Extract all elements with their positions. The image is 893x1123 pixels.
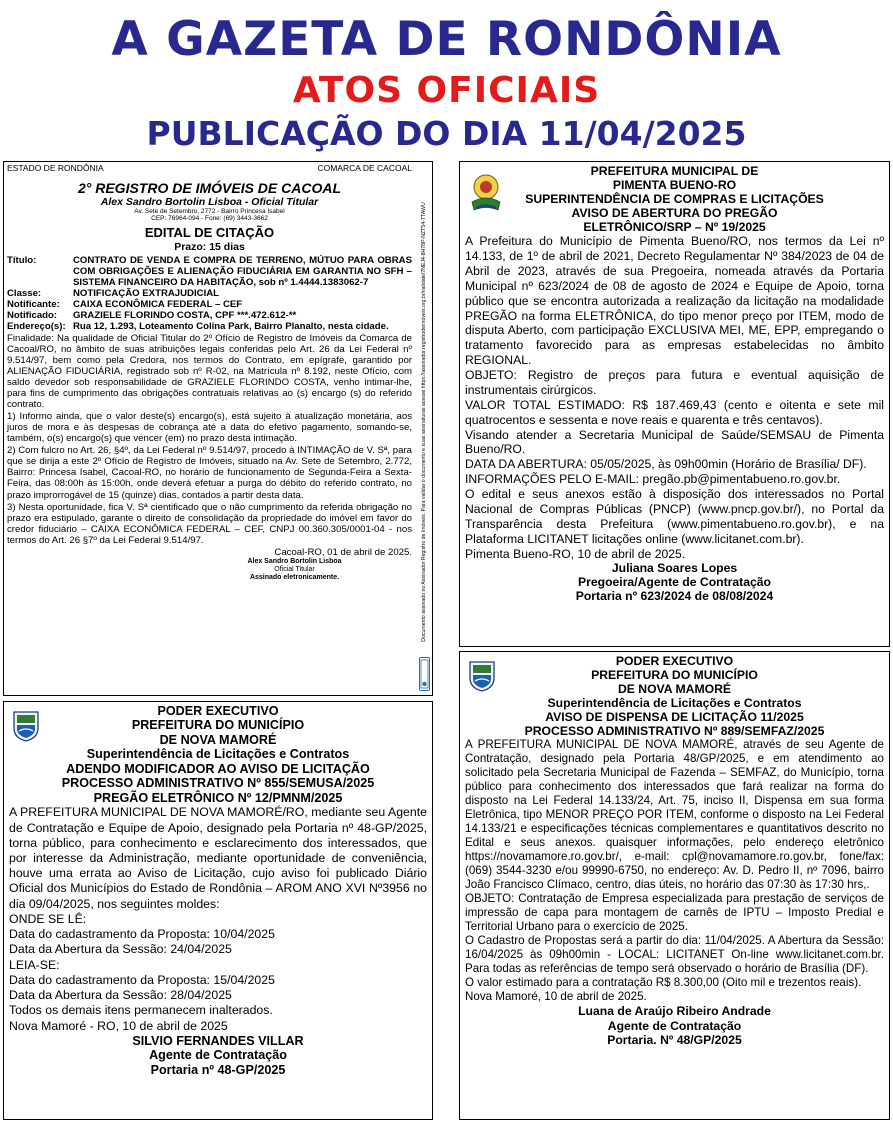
body-line: Data da Abertura da Sessão: 28/04/2025: [9, 988, 232, 1003]
header-line: PIMENTA BUENO-RO: [612, 178, 737, 193]
registro-signer: Alex Sandro Bortolin Lisboa: [247, 557, 342, 565]
newspaper-title: A GAZETA DE RONDÔNIA: [111, 12, 782, 67]
pimenta-signature: [465, 561, 884, 603]
field-value: CONTRATO DE VENDA E COMPRA DE TERRENO, MÚTUO PARA OBRAS COM OBRIGAÇÕES E ALIENAÇÃO FIDUCIÁRIA EM GARANTIA NO SFH – SISTEMA FINANCEIRO DA HABITAÇÃO, sob nº 1.4444.1383062-7: [73, 254, 412, 288]
body-paragraph: Nova Mamoré, 10 de abril de 2025.: [465, 990, 647, 1004]
registro-item-3: 3) Nesta oportunidade, fica V. Sª cientificado que o não cumprimento da referida obrigação no prazo era estipulado, garante o direito de consolidação da propriedade do imóvel em favor do credor fiduciário – CAIXA ECONÔMICA FEDERAL – CEF, CNPJ 00.360.305/0001-04 - nos termos do Art. 26 §7º da Lei Federal 9.514/97.: [7, 501, 412, 546]
field-key: Endereço(s):: [7, 321, 66, 333]
body-paragraph: DATA DA ABERTURA: 05/05/2025, às 09h00min (Horário de Brasília/ DF).: [465, 457, 867, 472]
field-row: [7, 299, 412, 310]
signature-line: Portaria. Nº 48/GP/2025: [607, 1032, 742, 1047]
body-paragraph: A PREFEITURA MUNICIPAL DE NOVA MAMORÉ, através de seu Agente de Contratação, designado pela Portaria 48/GP/2025, e em atendimento ao solicitado pela Secretaria Municipal de Fazenda – SEMFAZ, do Município, torna público para conhecimento dos interessados que fará realizar na forma do disposto na Lei Federal 14.133/24, Art. 75, inciso II, Dispensa em sua forma Eletrônica, tipo MENOR PREÇO POR ITEM, conforme o disposto na Lei Federal 14.133/21 e especificações técnicas complementares e quantitativos descrito no Edital e seus anexos. quaisquer informações, pelo endereço eletrônico https://novamamore.ro.gov.br/, e-mail: cpl@novamamore.ro.gov.br, fone/fax: (069) 3544-3230 e/ou 99990-6750, no endereço: Av. D. Pedro II, nº 7096, bairro João Francisco Clímaco, centro, dias úteis, no horário das 07:30 às 17:30 hrs,.: [465, 738, 884, 892]
nova-mamore-crest-icon: [467, 660, 497, 692]
body-paragraph: O edital e seus anexos estão à disposição dos interessados no Portal Nacional de Compras Públicas (PNCP) (www.pncp.gov.br/), no Portal da Transparência desta Prefeitura (www.pimentabueno.ro.gov.br), e na Plataforma LICITANET licitações online (www.licitanet.com.br).: [465, 487, 884, 546]
header-line: Superintendência de Licitações e Contratos: [86, 747, 350, 762]
pimenta-body: [465, 234, 884, 561]
pimenta-bueno-crest-icon: [468, 172, 504, 214]
registro-signer-role: Oficial Titular: [274, 565, 315, 573]
registro-date: Cacoal-RO, 01 de abril de 2025.: [274, 546, 412, 558]
mamore2-header: [465, 654, 884, 696]
registro-item-2: 2) Com fulcro no Art. 26, §4º, da Lei Federal nº 9.514/97, procedo à INTIMAÇÃO de V. Sª, para que se dirija a este 2º Ofício de Registro de Imóveis, situado na Av. Sete de Setembro, 2.772, Bairro: Princesa Isabel, Cacoal-RO, no horário de funcionamento de Segunda-Feira a Sexta-Feira, das 08:00h às 15:00h, onde deverá efetuar a purga do débito do referido contrato, no prazo improrrogável de 15 (quinze) dias, contados a partir desta data.: [7, 445, 412, 501]
registro-validation-sidebar: [419, 172, 430, 672]
header-line: PODER EXECUTIVO: [157, 704, 279, 718]
header-line: DE NOVA MAMORÉ: [617, 682, 732, 697]
body-line: Todos os demais itens permanecem inalterados.: [9, 1003, 273, 1018]
field-value: NOTIFICAÇÃO EXTRAJUDICIAL: [73, 287, 220, 299]
header-line: DE NOVA MAMORÉ: [159, 732, 277, 747]
publication-date: PUBLICAÇÃO DO DIA 11/04/2025: [146, 114, 747, 153]
nova-mamore-adendo-notice: [3, 701, 433, 1120]
body-paragraph: OBJETO: Registro de preços para futura e eventual aquisição de instrumentais cirúrgicos.: [465, 368, 884, 397]
pimenta-header: [465, 164, 884, 234]
signature-line: Portaria nº 48-GP/2025: [150, 1062, 286, 1077]
registro-comarca: COMARCA DE CACOAL: [317, 163, 412, 173]
field-key: Notificante:: [7, 298, 60, 310]
field-key: Título:: [7, 254, 37, 266]
mamore1-header: [9, 704, 427, 747]
header-line: PREGÃO ELETRÔNICO Nº 12/PMNM/2025: [93, 790, 343, 805]
registro-address: Av. Sete de Setembro, 2772 - Bairro Princesa Isabel: [134, 207, 285, 215]
registro-fields: [7, 255, 412, 332]
body-paragraph: O Cadastro de Propostas será a partir do dia: 11/04/2025. A Abertura da Sessão: 16/04/2025 às 09h00min - LOCAL: LICITANET On-line www.licitanet.com.br. Para todas as referências de tempo será observado o horário de Brasília (DF).: [465, 934, 884, 976]
header-line: PODER EXECUTIVO: [615, 654, 734, 668]
signature-line: Agente de Contratação: [607, 1018, 742, 1033]
field-row: [7, 288, 412, 299]
header-line: ELETRÔNICO/SRP – Nº 19/2025: [583, 220, 766, 235]
body-paragraph: O valor estimado para a contratação R$ 8.300,00 (Oito mil e trezentos reais).: [465, 976, 862, 990]
mamore2-signature: [465, 1004, 884, 1046]
mamore1-lines: [9, 912, 427, 1034]
header-line: PREFEITURA DO MUNICÍPIO: [131, 718, 305, 733]
validation-text: Documento assinado no Assinador Registro de Imóveis. Para validar o documento e suas assinaturas acesse https://assinador.registrodeimoveis.org.br/validate/7NEJ4-8H78P-NZT54-TTAWU: [420, 202, 427, 642]
mamore1-signature: [9, 1034, 427, 1077]
body-line: Data do cadastramento da Proposta: 15/04/2025: [9, 972, 275, 987]
header-line: Superintendência de Licitações e Contratos: [547, 696, 802, 711]
field-key: Notificado:: [7, 310, 58, 322]
field-value: Rua 12, 1.293, Loteamento Colina Park, Bairro Planalto, nesta cidade.: [73, 321, 389, 333]
mamore1-subheader: [9, 747, 427, 805]
registro-officer: Alex Sandro Bortolin Lisboa - Oficial Titular: [100, 195, 319, 208]
header-line: AVISO DE ABERTURA DO PREGÃO: [571, 206, 778, 221]
body-paragraph: OBJETO: Contratação de Empresa especializada para prestação de serviços de impressão de capa para montagem de carnês de IPTU – Imposto Predial e Territorial Urbano para o exercício de 2025.: [465, 892, 884, 934]
header-line: PREFEITURA DO MUNICÍPIO: [591, 668, 758, 683]
mamore2-body: [465, 738, 884, 1004]
body-paragraph: Visando atender a Secretaria Municipal de Saúde/SEMSAU de Pimenta Bueno/RO.: [465, 427, 884, 457]
body-line: Data do cadastramento da Proposta: 10/04/2025: [9, 927, 275, 942]
body-line: Data da Abertura da Sessão: 24/04/2025: [9, 942, 232, 957]
registro-state: ESTADO DE RONDÔNIA: [7, 163, 104, 173]
signature-line: Juliana Soares Lopes: [611, 561, 738, 576]
signature-line: Portaria nº 623/2024 de 08/08/2024: [575, 589, 774, 604]
signature-line: Luana de Araújo Ribeiro Andrade: [578, 1004, 771, 1019]
signature-line: Agente de Contratação: [149, 1048, 287, 1063]
header-line: PROCESSO ADMINISTRATIVO Nº 855/SEMUSA/2025: [61, 776, 375, 791]
body-paragraph: Pimenta Bueno-RO, 10 de abril de 2025.: [465, 546, 686, 561]
section-title: ATOS OFICIAIS: [292, 70, 601, 111]
mamore1-body: A PREFEITURA MUNICIPAL DE NOVA MAMORÉ/RO, mediante seu Agente de Contratação e Equipe de Apoio, designado pela Portaria nº 48-GP/2025, torna público, para conhecimento e esclarecimento dos interessados, que por interesse da Administração, mediante oportunidade de conveniência, houve uma errata ao Aviso de Licitação, cujo aviso foi publicado Diário Oficial dos Municípios do Estado de Rondônia – AROM ANO XVI Nº3956 no dia 09/04/2025, nos seguintes moldes:: [9, 805, 427, 911]
registro-edital-heading: EDITAL DE CITAÇÃO: [144, 224, 275, 240]
registro-topline: [7, 164, 412, 174]
field-value: CAIXA ECONÔMICA FEDERAL – CEF: [73, 298, 243, 310]
field-value: GRAZIELE FLORINDO COSTA, CPF ***.472.612-**: [73, 310, 297, 322]
pimenta-bueno-notice: [459, 161, 890, 647]
registro-finalidade: Finalidade: Na qualidade de Oficial Titular do 2º Ofício de Registro de Imóveis da Comarca de Cacoal/RO, no âmbito de suas atribuições legais conferidas pelo Art. 26 da Lei Federal nº 9.514/97, bem como pela Credora, nos termos do Contrato, em epígrafe, garantido por ALIENAÇÃO FIDUCIÁRIA, registrado sob nº R-02, na Matrícula nº 8.192, neste Ofício, com saldo devedor sob responsabilidade de GRAZIELE FLORINDO COSTA, venho intimar-lhe, para fins de cumprimento das obrigações contratuais relativas ao (s) encargo (s) do referido contrato.: [7, 333, 412, 411]
mamore2-subheader: [465, 696, 884, 738]
nova-mamore-dispensa-notice: [459, 651, 890, 1120]
registro-cep: CEP: 76964-094 - Fone: (69) 3443-3662: [151, 215, 268, 223]
header-line: SUPERINTENDÊNCIA DE COMPRAS E LICITAÇÕES: [525, 192, 824, 207]
body-paragraph: VALOR TOTAL ESTIMADO: R$ 187.469,43 (cento e oitenta e sete mil quatrocentos e sessenta e nove reais e quarenta e três centavos).: [465, 397, 884, 427]
field-key: Classe:: [7, 287, 42, 299]
registro-item-1: 1) Informo ainda, que o valor deste(s) encargo(s), está sujeito à atualização monetária, aos juros de mora e às despesas de cobrança até a data do efetivo pagamento, somando-se, também, o(s) encargo(s) que vencer (em) no prazo desta intimação.: [7, 411, 412, 445]
masthead: [0, 0, 893, 158]
header-line: ADENDO MODIFICADOR AO AVISO DE LICITAÇÃO: [66, 761, 370, 776]
header-line: AVISO DE DISPENSA DE LICITAÇÃO 11/2025: [545, 710, 804, 725]
registro-edital-box: [3, 161, 433, 696]
body-line: Nova Mamoré - RO, 10 de abril de 2025: [9, 1018, 228, 1033]
field-row: [7, 310, 412, 321]
registro-stamp-icon: [419, 657, 430, 691]
registro-signed-note: Assinado eletronicamente.: [249, 573, 340, 581]
signature-line: Pregoeira/Agente de Contratação: [577, 575, 772, 590]
body-line: ONDE SE LÊ:: [9, 911, 87, 926]
header-line: PREFEITURA MUNICIPAL DE: [590, 164, 759, 178]
field-row: [7, 255, 412, 288]
body-line: LEIA-SE:: [9, 957, 60, 972]
body-paragraph: A Prefeitura do Município de Pimenta Bueno/RO, nos termos da Lei nº 14.133, de 1º de abril de 2021, Decreto Regulamentar Nº 384/2023 de 04 de Abril de 2023, através de sua Pregoeira, nomeada através da Portaria Municipal nº 623/2024 de 08 de agosto de 2024 e Equipe de Apoio, torna público que se encontra autorizada a realização da licitação na modalidade PREGÃO na forma ELETRÔNICA, do tipo menor preço por ITEM, modo de disputa Aberto, com participação EXCLUSIVA MEI, ME, EPP, empregando o tratamento favorecido para as empresas estabelecidas no âmbito REGIONAL.: [465, 234, 884, 368]
registro-prazo: Prazo: 15 dias: [174, 240, 245, 253]
signature-line: SILVIO FERNANDES VILLAR: [132, 1033, 304, 1048]
nova-mamore-crest-icon: [11, 710, 41, 742]
field-row: [7, 321, 412, 332]
header-line: PROCESSO ADMINISTRATIVO Nº 889/SEMFAZ/2025: [524, 724, 825, 739]
registro-title: 2° REGISTRO DE IMÓVEIS DE CACOAL: [77, 179, 342, 196]
body-paragraph: INFORMAÇÕES PELO E-MAIL: pregão.pb@pimentabueno.ro.gov.br.: [465, 472, 841, 487]
